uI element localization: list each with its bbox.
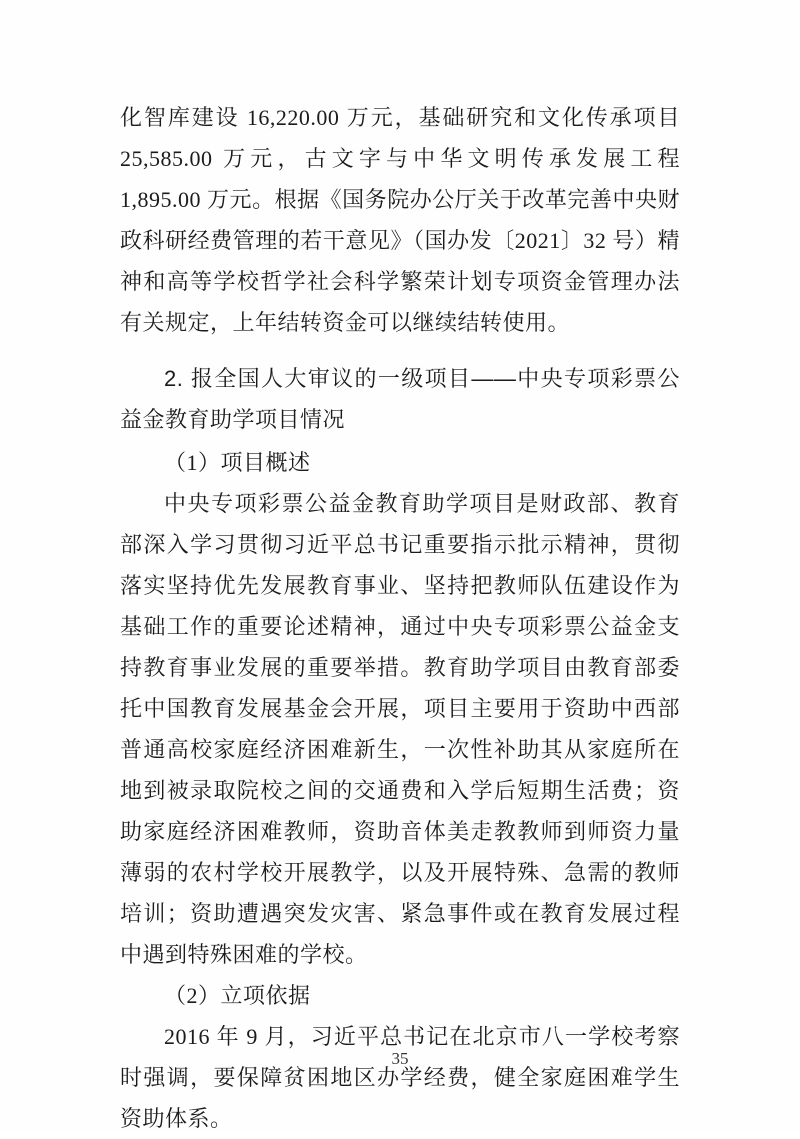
sub-heading-2: （2）立项依据 — [164, 983, 311, 1008]
sub-heading-1: （1）项目概述 — [164, 450, 311, 475]
carryover-paragraph: 化智库建设 16,220.00 万元，基础研究和文化传承项目 25,585.00 万元，古文字与中华文明传承发展工程 1,895.00 万元。根据《国务院办公厅关于改革完善中央财政科研经费管理的若干意见》（国办发〔2021〕32 号）精神和高等学校哲学社会科学繁荣计划专项资金管理办法有关规定，上年结转资金可以继续结转使用。 — [120, 105, 680, 335]
body-paragraph-2: 2016 年 9 月，习近平总书记在北京市八一学校考察时强调，要保障贫困地区办学经费，健全家庭困难学生资助体系。 — [120, 1024, 680, 1131]
body-paragraph-1: 中央专项彩票公益金教育助学项目是财政部、教育部深入学习贯彻习近平总书记重要指示批示精神，贯彻落实坚持优先发展教育事业、坚持把教师队伍建设作为基础工作的重要论述精神，通过中央专项彩票公益金支持教育事业发展的重要举措。教育助学项目由教育部委托中国教育发展基金会开展，项目主要用于资助中西部普通高校家庭经济困难新生，一次性补助其从家庭所在地到被录取院校之间的交通费和入学后短期生活费；资助家庭经济困难教师，资助音体美走教教师到师资力量薄弱的农村学校开展教学，以及开展特殊、急需的教师培训；资助遭遇突发灾害、紧急事件或在教育发展过程中遇到特殊困难的学校。 — [120, 491, 680, 967]
document-body — [120, 97, 680, 1139]
section-heading: 2. 报全国人大审议的一级项目——中央专项彩票公益金教育助学项目情况 — [120, 366, 680, 432]
page-number: 35 — [391, 1049, 409, 1068]
